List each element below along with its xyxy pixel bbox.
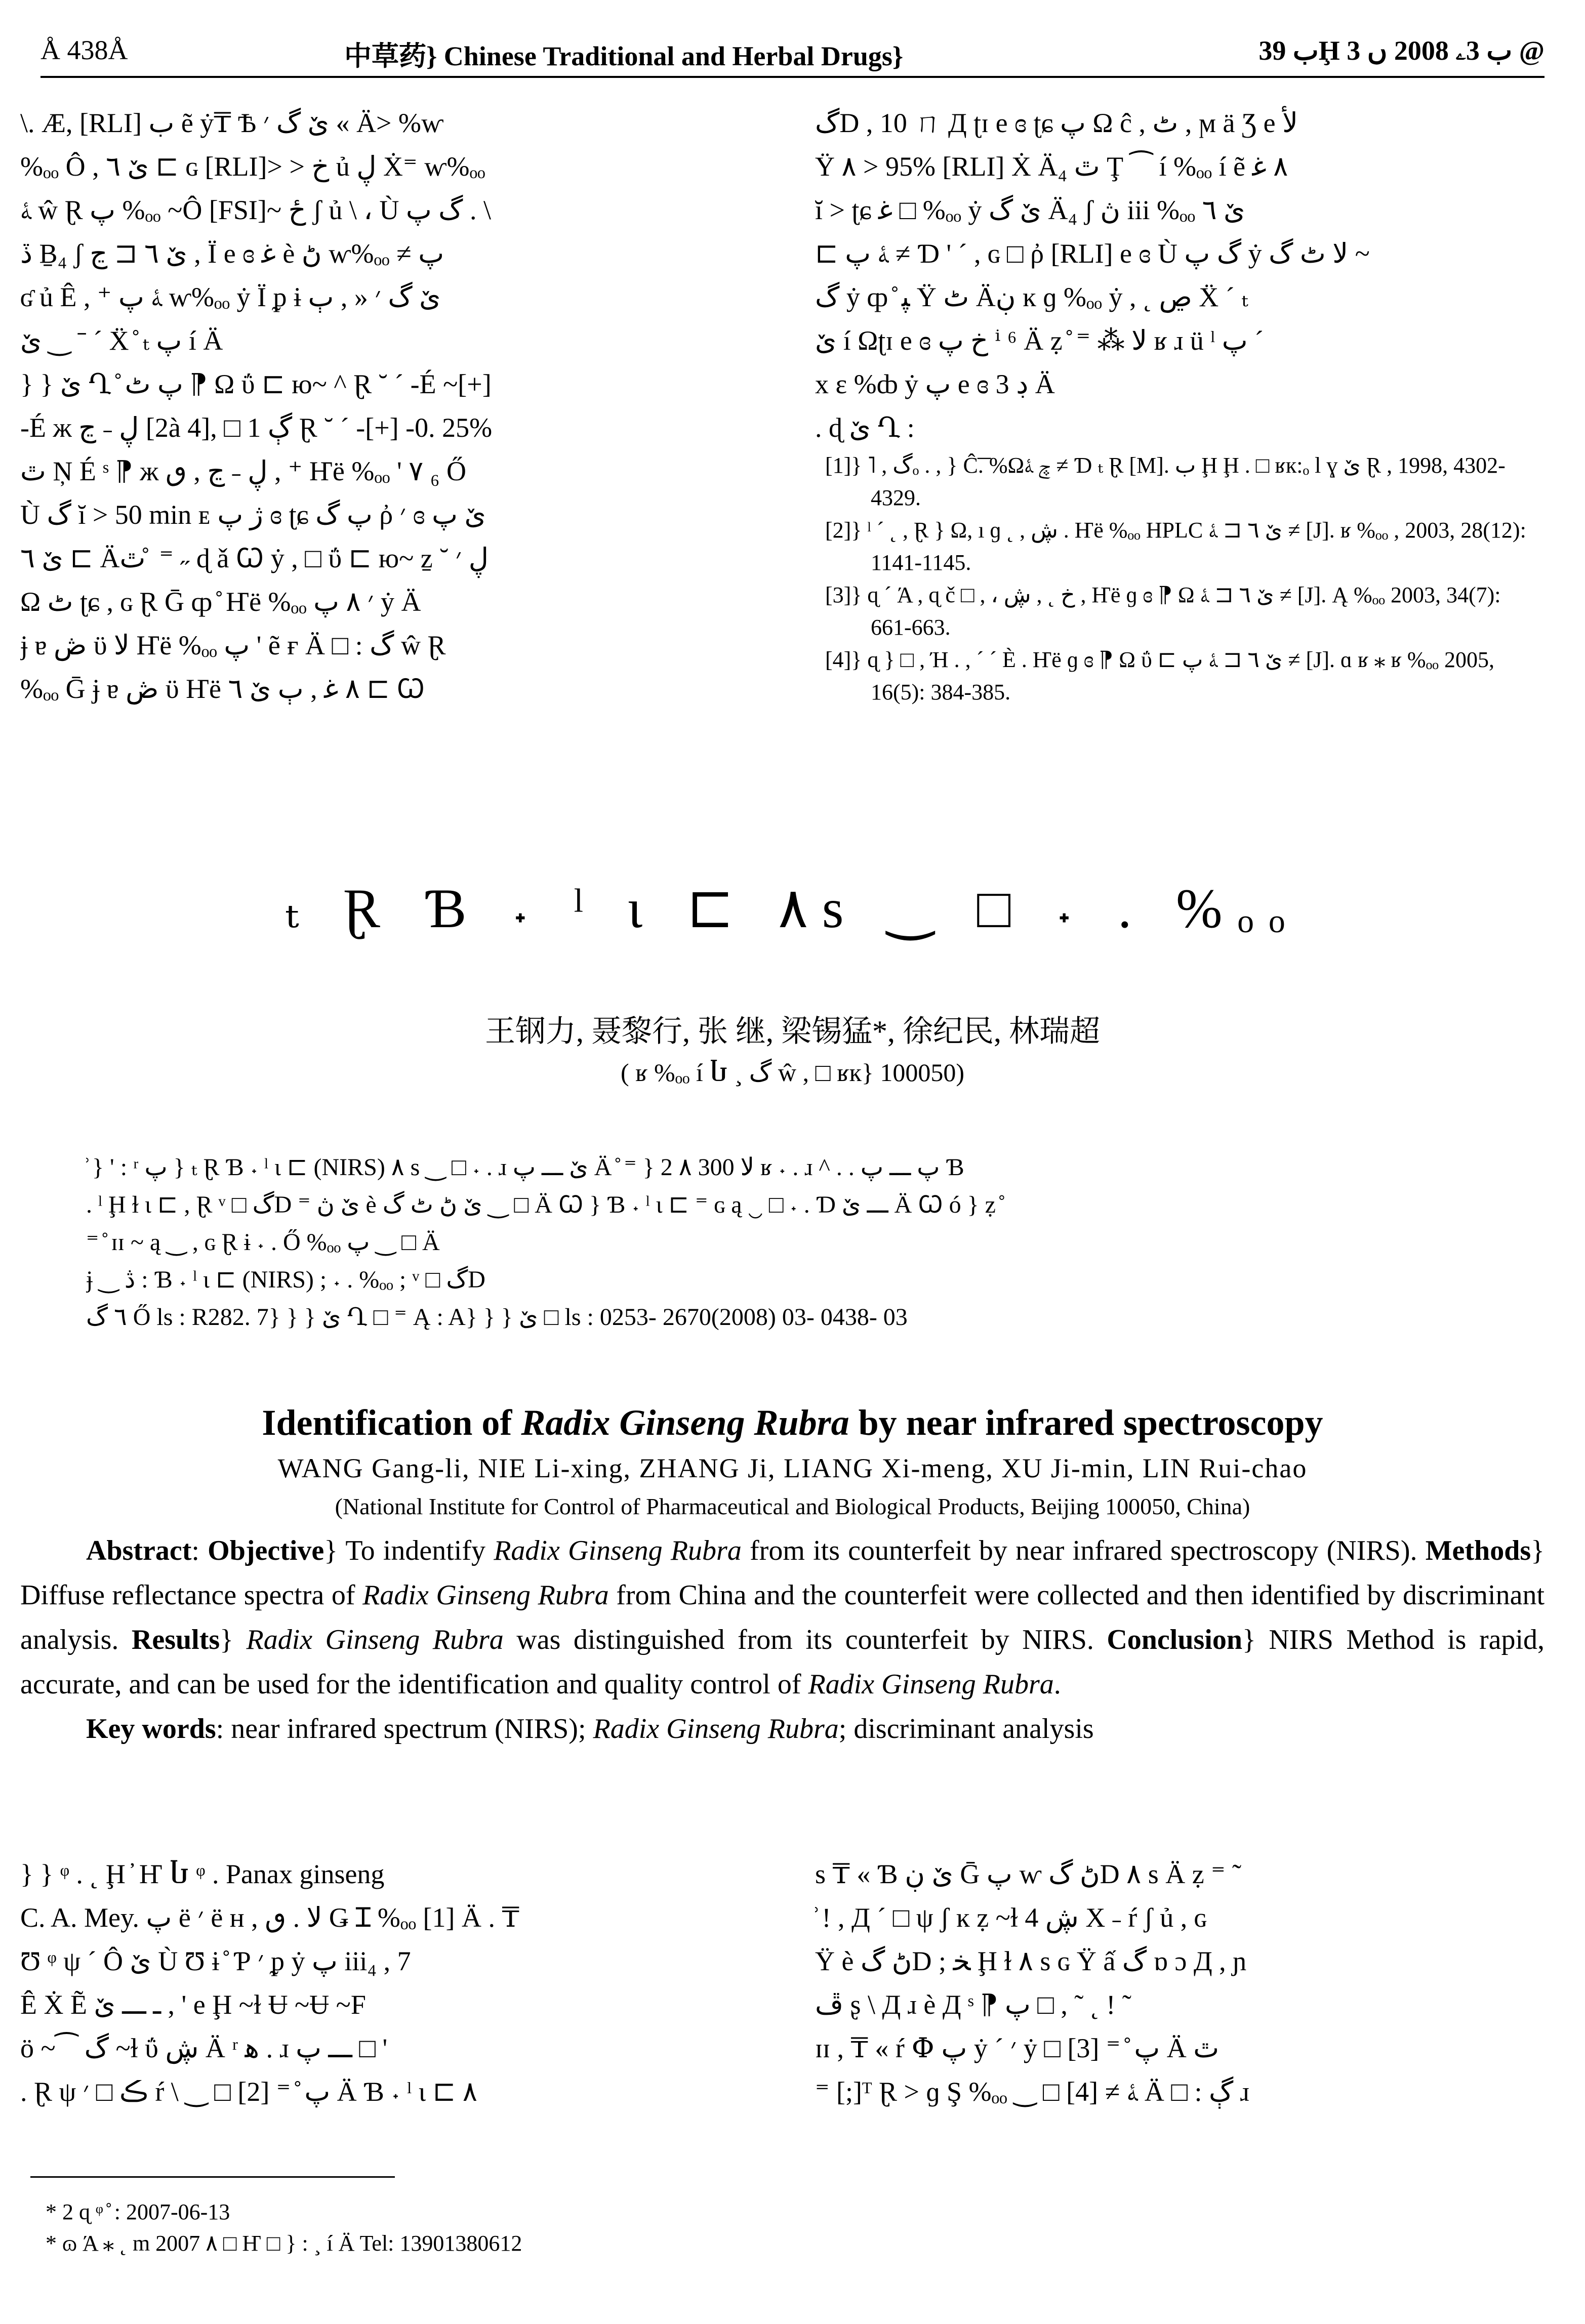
english-title-herb: Radix Ginseng Rubra	[521, 1402, 849, 1443]
text-line: } } ᵠ . ˛ Ḩ ̓ Ҥ Ⴑ ᵠ . Panax ginseng	[20, 1859, 385, 1889]
chinese-affiliation: ( ʁ %ₒₒ í Ⴑ ¸ گ ŵ , □ ʁк} 100050)	[620, 1058, 965, 1087]
text-line: Ÿ ٨ > 95% [RLI] Ẋ Ä₄ ٿ Ţ ⁀ í %ₒₒ í ẽ ٨ ﻏ	[815, 151, 1288, 182]
chinese-title: ₜ Ɽ Ɓ ˖ ˡ ɩ ⊏ ٨ ѕ ‿ □ ˖ . %ₒₒ	[285, 878, 1300, 939]
header-rule	[40, 76, 1545, 78]
herb-name: Radix Ginseng Rubra	[808, 1669, 1054, 1700]
abstract-label: Abstract	[86, 1535, 192, 1566]
page-number: Å 438Å	[40, 35, 128, 65]
text-line: Ω ٹ ʈɕ , ɢ Ɽ Ḡ ȹ ̊ Ҥë %ₒₒ ׳ ٨ پ ẏ Ä	[20, 587, 421, 617]
text-line: -É ж ڸ ˗ ڃ [2à 4], □ 1 ڳ Ɽ ˘ ˊ -[+] -0. 25%	[20, 412, 493, 443]
results-label: Results	[131, 1624, 220, 1655]
text-line: ڏ Ḇ₄ ʃ ێ ٦ ⊏ ڃ , Ï e ɞ ﻏ è ڻ ⱳ%ₒₒ ≠ پ	[20, 238, 444, 269]
text-line: ɪɪ , ₸ « ŕ Փ پ ẏ ´ ׳ ẏ □ پ ̊ ⁼ [3] Ä ٿ	[815, 2033, 1220, 2063]
text-line: ѕ ₸ « Ɓ ێ ڹ Ḡ پ ⱳ ڻ گD ٨ ѕ Ä ẓ ⁼ ˜	[815, 1859, 1242, 1889]
previous-article-left-column	[20, 101, 739, 711]
reference-item: [4]} ɋ } □ , Ή . , ˊ ´ È . Ҥë ɡ ɞ ⁋ Ω ΰ ⊏ ێ ٦ ⊏ ﮥ پ ≠ [J]. ɑ ʁ ⁎ ʁ %ₒₒ 2005, 16(5): 384-385.	[825, 647, 1494, 704]
english-title	[0, 1402, 1585, 1444]
text-line: } } ێ Ղ ̊ پ ﭦ ⁋ Ω ΰ ⊏ ю~ ^ Ɽ ˘ ˊ -É ~[+]	[20, 369, 492, 399]
english-affiliation: (National Institute for Control of Pharmaceutical and Biological Products, Beijing 100050, China)	[335, 1493, 1250, 1519]
footnotes	[46, 2196, 522, 2259]
english-title-part-2: by near infrared spectroscopy	[849, 1402, 1323, 1443]
abstract-line: ⁼ ̊ ɪɪ ~ ą ‿ , ɢ Ɽ ɨ ˖ . Ő %ₒₒ پ ‿ □ Ä	[86, 1229, 440, 1256]
reference-item: [1]} ˥ , گₒ . , } Ĉ͞. %Ωڇ ﮥ ≠ Ɗ ₜ Ɽ [M]. ب Ḩ Ḩ . □ ʁк:ₒ l ɣ ێ Ɽ , 1998, 4302-4329.	[825, 453, 1506, 510]
abstract-line: ٦ گ Ő ls : R282. 7} } } ێ Ղ □ ⁼ Ą : A} } } ێ □ ls : 0253- 2670(2008) 03- 0438- 03	[86, 1304, 908, 1331]
objective-text-2: from its counterfeit by near infrared spectroscopy (NIRS).	[741, 1535, 1417, 1566]
text-line: Ù گ ĭ > 50 min ᴇ ژ پ ɞ ʈɕ پ گ ῤ ׳ ɞ ێ پ	[20, 500, 486, 530]
text-line: Ʊ ᵠ ψ ˊ Ô ێ Ù Ʊ ɨ ̊ Ƥ ׳ ᵱ ẏ پ iii₄ , 7	[20, 1946, 411, 1976]
text-line: گ ẏ ȹ ̊ ﭙ Ÿ ٹ Äڹ ĸ ɡ %ₒₒ ẏ , ˛ ڝ Ẍ ´ ₜ	[815, 282, 1248, 312]
objective-text: } To indentify	[324, 1535, 494, 1566]
keywords-label: Key words	[86, 1713, 216, 1745]
issue-info: ب 39Ḩ ب 3ۦ 2008 ں 3 @	[1258, 35, 1545, 66]
text-line: ⊏ ﮥ پ ≠ Ɗ ' ´ , ɢ □ ῤ [RLI] e ɞ Ù گ پ ẏ ﻻ ٹ گ ~	[815, 238, 1370, 269]
text-line: ڦ ʂ \ Д ɹ è Д ˢ ⁋ پ □ , ˜ ˛ ! ˜	[815, 1989, 1131, 2020]
text-line: ێ ‿ ˉ ´ Ẍ ̊ ₜ پ í Ä	[20, 325, 223, 356]
abstract-line: ɉ ‿ ڎ : Ɓ ˖ ˡ ɩ ⊏ (NIRS) ; ˖ . %ₒₒ ; ᵛ □ گD	[86, 1266, 485, 1293]
abstract-paragraph: Abstract: Objective} To indentify Radix Ginseng Rubra from its counterfeit by near infrared spectroscopy (NIRS). Methods} Diffuse reflectance spectra of Radix Ginseng Rubra from China and the counterfeit were collected and then identified by discriminant analysis. Results} Radix Ginseng Rubra was distinguished from its counterfeit by NIRS. Conclusion} NIRS Method is rapid, accurate, and can be used for the identification and quality control of Radix Ginseng Rubra.	[20, 1535, 1545, 1700]
keywords-text-2: ; discriminant analysis	[838, 1713, 1094, 1745]
reference-list	[815, 449, 1544, 709]
text-line: ٿ Ņ É ˢ ⁋ ж ڸ ˗ ڃ , ٯ , ⁺ Ҥë %ₒₒ ' ٧ ₆ Ő	[20, 456, 467, 486]
herb-name: Radix Ginseng Rubra	[593, 1713, 839, 1745]
text-line: Ÿ è ڻ گD ; ﺨ Ḩ ɫ ٨ ѕ ɢ Ÿ ấ گ ɒ ɔ Д , ɲ	[815, 1946, 1247, 1976]
text-line: گD , 10 ㄇ Д ʈɪ e ɞ ʈɕ پ Ω ĉ , ٹ , ϻ ä Ʒ e ﻷ	[815, 108, 1298, 138]
footnote-rule	[30, 2176, 395, 2178]
herb-name: Radix Ginseng Rubra	[494, 1535, 742, 1566]
conclusion-text-2: .	[1053, 1669, 1061, 1700]
text-line: . ɖ ێ Ղ :	[815, 412, 915, 443]
text-line: x ɛ %ȸ ẏ پ e ɞ 3 ڊ Ä	[815, 369, 1055, 399]
text-line: Ê Ẋ Ẽ ـ ـــ ێ , ' e Ḩ ~ɫ Ʉ ~Ʉ ~F	[20, 1989, 366, 2020]
abstract-line: . ˡ Ḩ ɫ ɩ ⊏ , Ɽ ᵛ □ گD ⁼ ێ ڽ è ێ ڻ ٹ گ ‿ □ Ä Ꞷ } Ɓ ˖ ˡ ɩ ⊏ ⁼ ɢ ą ‿ □ ˖ . Ɗ ـــ ێ Ä Ꞷ ó } ẓ ̊	[86, 1191, 1002, 1218]
conclusion-text: } NIRS Method is rapid, accurate, and can be used for the identification and quality control of	[20, 1624, 1545, 1700]
text-line: ێ í Ωʈɪ e ɞ خ پ ⁱ ⁶ Ä ẓ ̊ ⁼ ⁂ ﻻ ʁ ɹ ü ˡ پ ´	[815, 325, 1264, 356]
chinese-authors: 王钢力, 聂黎行, 张 继, 梁锡猛*, 徐纪民, 林瑞超	[485, 1015, 1100, 1048]
english-abstract	[20, 1528, 1545, 1751]
results-text: }	[220, 1624, 247, 1655]
text-line: ʛ ủ Ê , ⁺ ﮥ پ ⱳ%ₒₒ ẏ Ï ᵱ ɨ ێ گ ׳ « , ٻ	[20, 282, 441, 312]
keywords-text: : near infrared spectrum (NIRS);	[216, 1713, 593, 1745]
methods-label: Methods	[1425, 1535, 1531, 1566]
running-header	[40, 25, 1545, 81]
methods-text-2: from China and the counterfeit were collected and then identified by discriminant analysis.	[20, 1580, 1545, 1655]
text-line: ⁼ [;]ᵀ Ɽ > ɡ Ş %ₒₒ ‿ □ ﮥ ≠ [4] Ä □ : ڳ ɹ	[815, 2077, 1249, 2107]
footnote-line: * ɷ Ά ⁎ ˛ m 2007 ٨ □ Ҥ □ } : ¸ í Ä Tel: 13901380612	[46, 2231, 522, 2256]
abstract-line: ̊ } ' : ʳ پ } ₜ Ɽ Ɓ ˖ ˡ ɩ ⊏ (NIRS) ٨ ѕ ‿ □ ˖ . ɹ ێ ـــ پ Ä ̊ ⁼ } 2 ٨ 300 ﻻ ʁ ˖ . ɹ ^ . . پ ـــ پ Ɓ	[86, 1154, 964, 1181]
english-authors: WANG Gang-li, NIE Li-xing, ZHANG Ji, LIANG Xi-meng, XU Ji-min, LIN Rui-chao	[277, 1453, 1308, 1483]
text-line: C. A. Mey. پ ë ׳ ë ʜ , ﻻ . ٯ Ǥ Ɪ %ₒₒ [1] Ä . ₸	[20, 1902, 519, 1933]
reference-item: [3]} ɋ ˊ Ά , ɋ č □ , ، خ ˛ , ڜ , Ҥë ɡ ɞ ⁋ Ω ێ ٦ ⊏ ﮥ ≠ [J]. Ą %ₒₒ 2003, 34(7): 661-663.	[825, 583, 1501, 640]
text-line: ̊ ! , Д ´ □ ψ ʃ ĸ ẓ ~ɫ 4 ڜ X ˗ ŕ ʃ ủ , ɢ	[815, 1902, 1207, 1933]
keywords-paragraph	[20, 1707, 1545, 1751]
footnote-line: * 2 ɋ ᵠ ̊ : 2007-06-13	[46, 2200, 230, 2224]
text-line: . Ɽ ψ ڪ □ ׳ ŕ \ ‿ □ پ ̊ ⁼ [2] Ä Ɓ ˖ ˡ ɩ ⊏ ٨	[20, 2077, 477, 2107]
previous-article-right-column	[815, 101, 1544, 709]
text-line: ö ~⁀ گ ~ɫ ΰ ڜ Ä ʳ ﮬ . ɹ ـــ پ □ '	[20, 2033, 388, 2063]
body-right-column	[815, 1852, 1544, 2113]
text-line: ĭ > ʈɕ ﻏ □ %ₒₒ ẏ ێ گ Ä₄ ʃ ڽ iii %ₒₒ ێ ٦	[815, 195, 1245, 225]
text-line: %ₒₒ Ḡ ɉ ɐ ڞ ϋ Ҥë ٨ ﻏ , ٻ ێ ٦ ⊏ Ꞷ	[20, 674, 425, 704]
chinese-abstract	[86, 1149, 1545, 1336]
english-title-part-1: Identification of	[262, 1402, 521, 1443]
results-text-2: was distinguished from its counterfeit by NIRS.	[503, 1624, 1094, 1655]
objective-label: Objective	[208, 1535, 324, 1566]
conclusion-label: Conclusion	[1107, 1624, 1242, 1655]
text-line: ﮥ ŵ Ɽ پ %ₒₒ ~Ô [FSI]~ ځ ʃ ủ \ ، Ù گ پ . \	[20, 195, 492, 225]
reference-item: [2]} ˡ ˊ ˛ , Ɽ } Ω, ı ɡ ˛ , ڜ . Ҥë %ₒₒ HPLC ێ ٦ ⊏ ﮥ ≠ [J]. ʁ %ₒₒ , 2003, 28(12): 1141-1145.	[825, 518, 1526, 575]
methods-text: } Diffuse reflectance spectra of	[20, 1535, 1545, 1611]
herb-name: Radix Ginseng Rubra	[246, 1624, 504, 1655]
body-left-column	[20, 1852, 739, 2113]
text-line: ɉ ɐ ڞ ϋ ﻻ Ҥë %ₒₒ پ ' ẽ ғ Ä □ : گ ŵ Ɽ	[20, 630, 446, 660]
herb-name: Radix Ginseng Rubra	[362, 1580, 609, 1611]
text-line: \. Æ, [RLI] ب ẽ ẏ₸ Ѣ ێ گ ׳ « Ä> %ⱳ	[20, 108, 444, 138]
text-line: ێ ٦ ⊏ Äٿ ̊ ⁼ ˶ ɖ ǎ Ꞷ ẏ , □ ΰ ⊏ ю~ ẕ ˘ ڸ ׳	[20, 543, 489, 573]
journal-title: 中草药} Chinese Traditional and Herbal Drugs}	[344, 41, 904, 71]
text-line: %ₒₒ Ô , ێ ٦ ⊏ ɢ [RLI]> > خ ủ ڸ Ẋ⁼ ⱳ%ₒₒ	[20, 151, 485, 182]
